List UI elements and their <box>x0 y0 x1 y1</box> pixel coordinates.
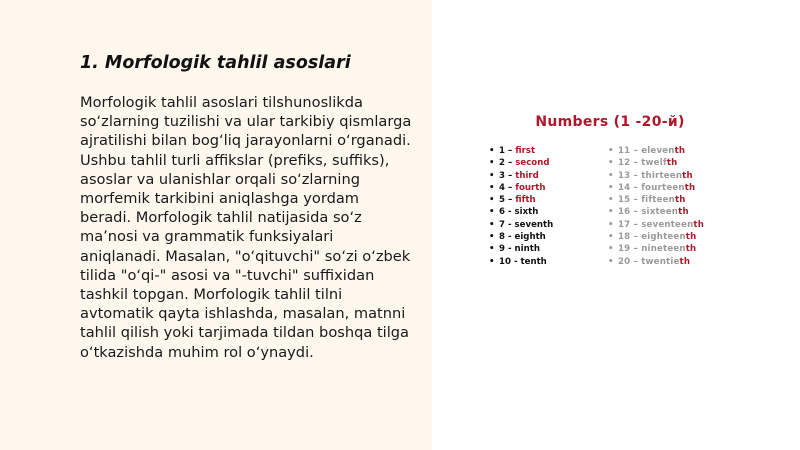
list-item: • 16 – sixteenth <box>608 207 689 218</box>
bullet-icon: • <box>608 195 614 206</box>
numbers-title: Numbers (1 -20-й) <box>535 114 685 130</box>
bullet-icon: • <box>608 244 614 255</box>
bullet-icon: • <box>608 182 614 193</box>
body-line: Ushbu tahlil turli affikslar (prefiks, suffiks), <box>80 151 390 169</box>
list-item: • 6 - sixth <box>489 207 539 218</box>
list-item: • 17 – seventeenth <box>608 219 705 230</box>
bullet-icon: • <box>608 207 614 218</box>
numbers-image-panel <box>432 0 800 450</box>
bullet-icon: • <box>489 195 495 206</box>
bullet-icon: • <box>489 244 495 255</box>
list-item: • 15 – fifteenth <box>608 195 686 206</box>
ordinals-right-list <box>608 145 704 268</box>
bullet-icon: • <box>489 170 495 181</box>
list-item: • 9 - ninth <box>489 244 540 255</box>
body-line: o‘tkazishda muhim rol o‘ynaydi. <box>80 343 314 361</box>
bullet-icon: • <box>608 232 614 243</box>
body-line: avtomatik qayta ishlashda, masalan, matnni <box>80 305 406 323</box>
body-line: tashkil topgan. Morfologik tahlil tilni <box>80 286 343 304</box>
list-item: • 13 – thirteenth <box>608 170 693 181</box>
bullet-icon: • <box>489 158 495 169</box>
body-line: morfemik tarkibini aniqlashga yordam <box>80 190 359 208</box>
body-line: aniqlanadi. Masalan, "o‘qituvchi" so‘zi o‘zbek <box>80 247 411 265</box>
bullet-icon: • <box>489 182 495 193</box>
body-line: ajratilishi bilan bog‘liq jarayonlarni o‘rganadi. <box>80 132 411 150</box>
list-item: • 8 - eighth <box>489 232 546 243</box>
list-item: • 14 – fourteenth <box>608 182 696 193</box>
bullet-icon: • <box>489 256 495 267</box>
list-item: • 5 – fifth <box>489 195 536 206</box>
body-line: tahlil qilish yoki tarjimada tildan boshqa tilga <box>80 324 409 342</box>
bullet-icon: • <box>489 232 495 243</box>
bullet-icon: • <box>489 146 495 156</box>
body-line: beradi. Morfologik tahlil natijasida so‘z <box>80 209 362 227</box>
ordinals-left-list <box>489 145 553 268</box>
list-item: • 3 – third <box>489 170 539 181</box>
list-item: • 18 – eighteenth <box>608 232 697 243</box>
list-item: • 7 - seventh <box>489 219 554 230</box>
body-line: ma’nosi va grammatik funksiyalari <box>80 228 334 246</box>
list-item: • 10 - tenth <box>489 256 547 267</box>
bullet-icon: • <box>608 219 614 230</box>
slide-body-text <box>80 93 430 362</box>
body-line: Morfologik tahlil asoslari tilshunoslikda <box>80 94 363 111</box>
bullet-icon: • <box>608 146 614 156</box>
bullet-icon: • <box>489 207 495 218</box>
list-item: • 19 – nineteenth <box>608 244 697 255</box>
list-item: • 11 – eleventh <box>608 146 686 156</box>
list-item: • 2 – second <box>489 158 550 169</box>
bullet-icon: • <box>608 158 614 169</box>
bullet-icon: • <box>608 170 614 181</box>
list-item: • 12 – twelfth <box>608 158 678 169</box>
list-item: • 4 – fourth <box>489 182 546 193</box>
body-line: tilida "o‘qi-" asosi va "-tuvchi" suffixidan <box>80 266 375 284</box>
slide-heading: 1. Morfologik tahlil asoslari <box>80 53 351 73</box>
bullet-icon: • <box>608 256 614 267</box>
body-line: asoslar va ulanishlar orqali so‘zlarning <box>80 170 360 188</box>
list-item: • 20 – twentieth <box>608 256 691 267</box>
bullet-icon: • <box>489 219 495 230</box>
body-line: so‘zlarning tuzilishi va ular tarkibiy qismlarga <box>80 113 412 131</box>
list-item: • 1 – first <box>489 146 536 156</box>
